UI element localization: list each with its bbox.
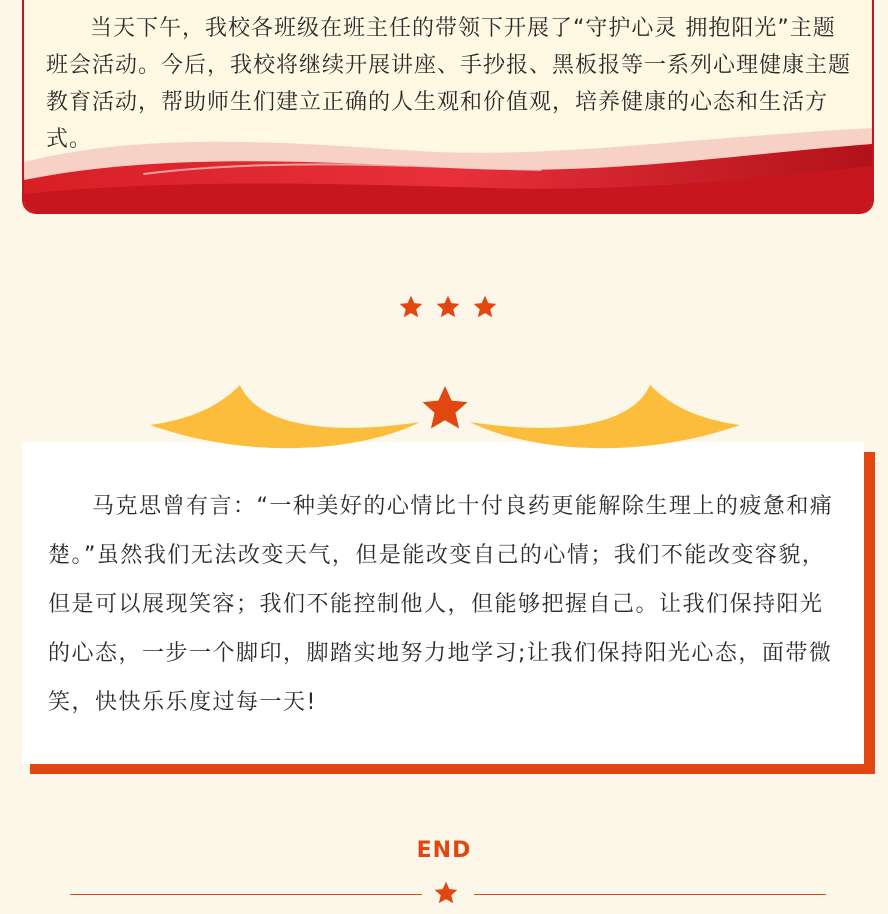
activity-summary-text: 当天下午，我校各班级在班主任的带领下开展了“守护心灵 拥抱阳光”主题班会活动。今后，我校将继续开展讲座、手抄报、黑板报等一系列心理健康主题教育活动，帮助师生们建立正确的人生观和价值观，培养健康的心态和生活方式。 xyxy=(46,16,852,152)
star-icon xyxy=(433,880,459,906)
star-icon xyxy=(472,294,498,320)
golden-swoosh-decoration xyxy=(145,380,745,470)
star-icon xyxy=(423,386,468,429)
quote-card xyxy=(22,442,864,764)
star-icon xyxy=(398,294,424,320)
end-divider-right xyxy=(474,894,826,895)
end-divider-left xyxy=(70,894,422,895)
activity-summary-card xyxy=(22,0,874,214)
end-label: END xyxy=(416,838,472,863)
star-divider xyxy=(398,294,498,322)
quote-text: 马克思曾有言：“一种美好的心情比十付良药更能解除生理上的疲惫和痛楚。”虽然我们无法改变天气，但是能改变自己的心情；我们不能改变容貌，但是可以展现笑容；我们不能控制他人，但能够把握自己。让我们保持阳光的心态，一步一个脚印，脚踏实地努力地学习;让我们保持阳光心态，面带微笑，快快乐乐度过每一天! xyxy=(48,494,834,715)
star-icon xyxy=(435,294,461,320)
